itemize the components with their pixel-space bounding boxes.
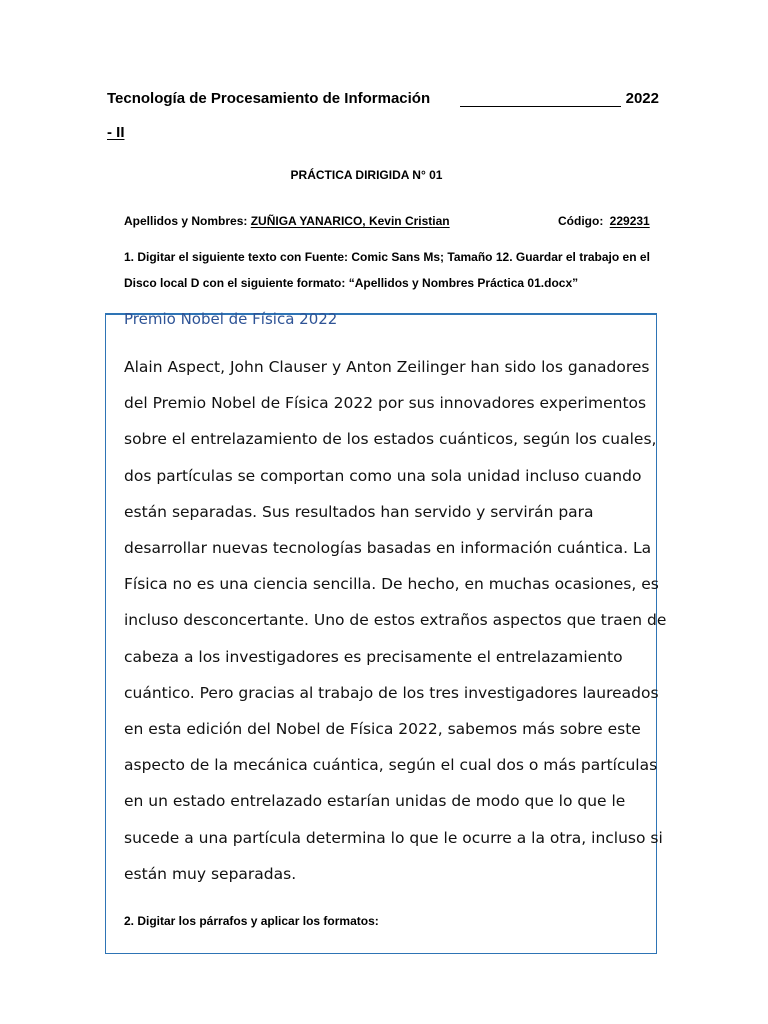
body-line: cuántico. Pero gracias al trabajo de los tres investigadores laureados	[124, 683, 659, 702]
student-code: 229231	[609, 214, 650, 228]
body-line: Alain Aspect, John Clauser y Anton Zeilinger han sido los ganadores	[124, 358, 650, 376]
header-underline-fill	[460, 106, 621, 107]
body-line: están muy separadas.	[124, 864, 297, 883]
body-line: desarrollar nuevas tecnologías basadas en información cuántica. La	[124, 539, 652, 558]
code-label: Código:	[558, 214, 604, 228]
instruction-2: 2. Digitar los párrafos y aplicar los formatos:	[124, 914, 379, 928]
body-line: incluso desconcertante. Uno de estos extraños aspectos que traen de	[124, 611, 667, 630]
student-name: ZUÑIGA YANARICO, Kevin Cristian	[250, 214, 450, 228]
body-line: sobre el entrelazamiento de los estados cuánticos, según los cuales,	[124, 430, 657, 449]
course-term: - II	[107, 124, 125, 141]
instruction-1-line-2: Disco local D con el siguiente formato: “Apellidos y Nombres Práctica 01.docx”	[124, 276, 579, 290]
body-line: en un estado entrelazado estarían unidas de modo que lo que le	[124, 792, 626, 811]
body-line: Física no es una ciencia sencilla. De hecho, en muchas ocasiones, es	[124, 575, 659, 594]
page-title: PRÁCTICA DIRIGIDA N° 01	[290, 168, 443, 182]
body-line: dos partículas se comportan como una sola unidad incluso cuando	[124, 466, 642, 485]
student-row	[124, 214, 450, 228]
body-line: están separadas. Sus resultados han servido y servirán para	[124, 502, 594, 521]
body-line: en esta edición del Nobel de Física 2022, sabemos más sobre este	[124, 720, 641, 739]
body-line: cabeza a los investigadores es precisamente el entrelazamiento	[124, 647, 623, 666]
course-name: Tecnología de Procesamiento de Información	[107, 90, 431, 107]
body-line: del Premio Nobel de Física 2022 por sus innovadores experimentos	[124, 394, 647, 413]
student-name-label: Apellidos y Nombres:	[124, 214, 248, 228]
article-heading: Premio Nobel de Física 2022	[124, 310, 338, 328]
body-line: sucede a una partícula determina lo que le ocurre a la otra, incluso si	[124, 828, 663, 847]
instruction-1-line-1: 1. Digitar el siguiente texto con Fuente: Comic Sans Ms; Tamaño 12. Guardar el trabajo en el	[124, 250, 650, 264]
code-row	[558, 214, 650, 228]
course-year: 2022	[625, 90, 659, 107]
body-line: aspecto de la mecánica cuántica, según el cual dos o más partículas	[124, 756, 658, 775]
article-body	[124, 349, 667, 892]
header-line	[107, 90, 659, 110]
